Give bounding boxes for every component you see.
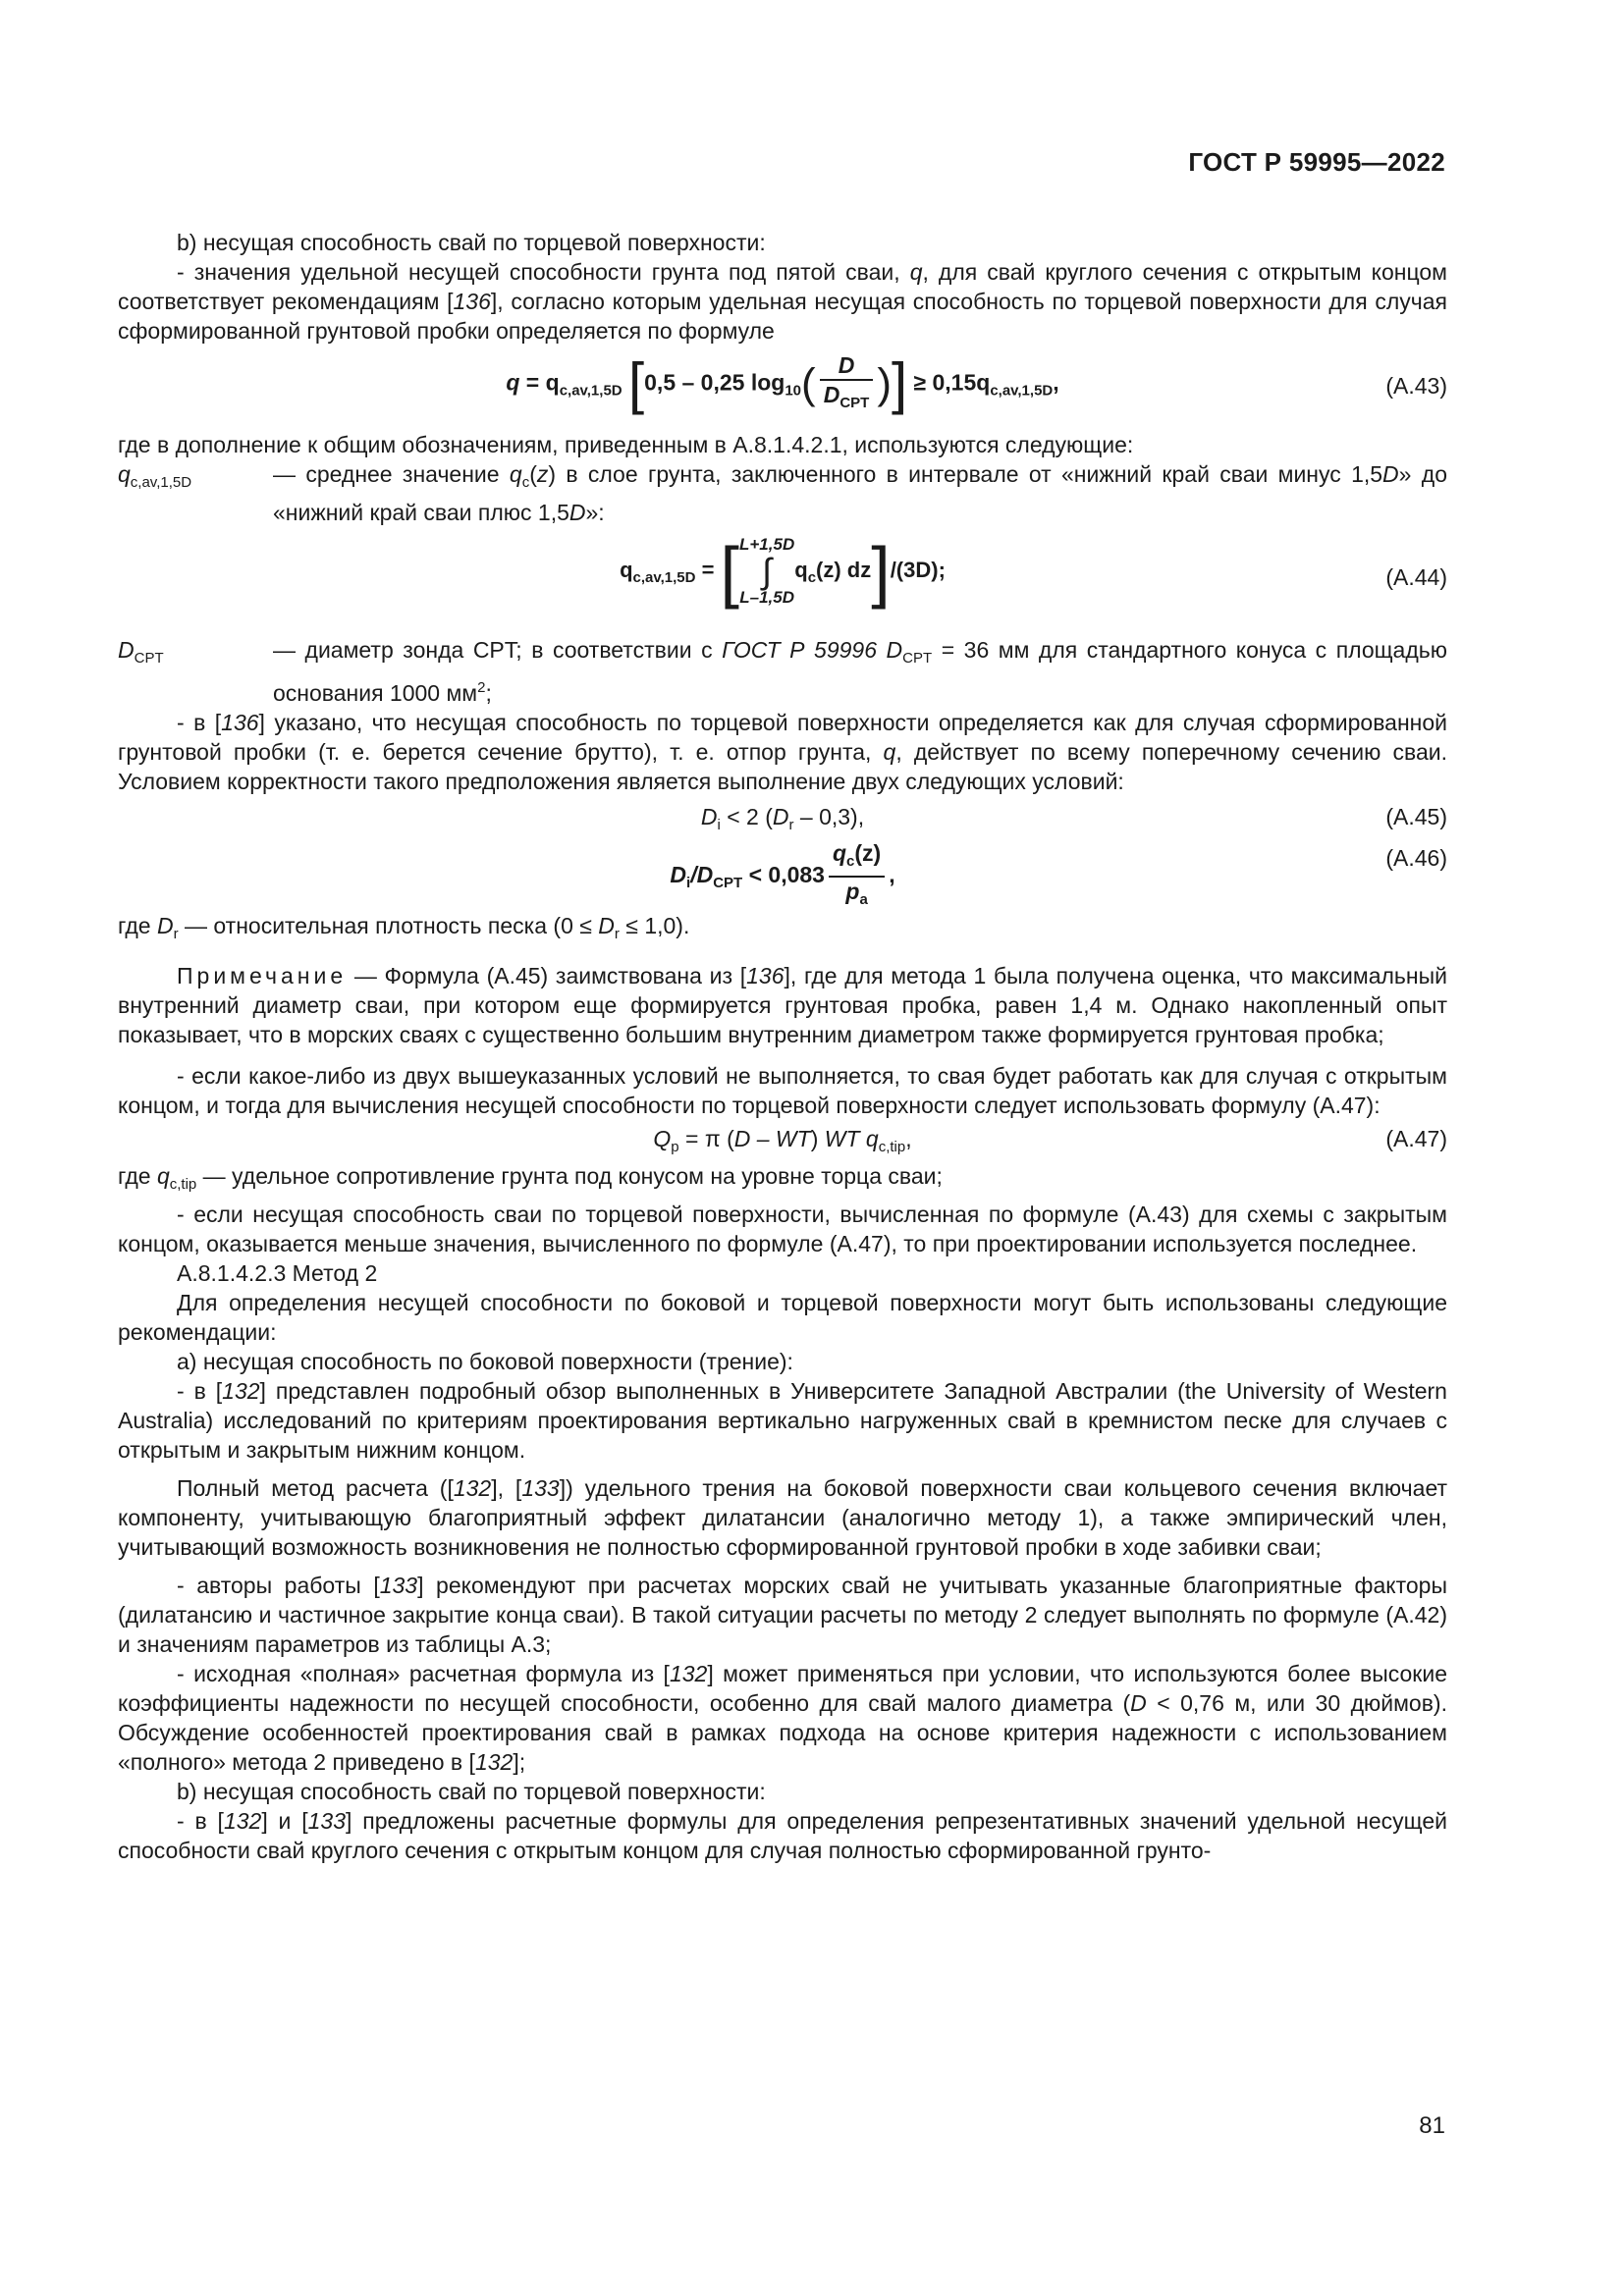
definition-qcav: $q_{c,av,1,5D}$ — среднее значение $q_c(z)$ в слое грунта, заключенного в интервале от «нижний край сваи минус 1,5D» до «нижний край сваи плюс 1,5D»:	[118, 461, 1447, 525]
paragraph: - исходная «полная» расчетная формула из [132] может применяться при условии, что используются более высокие коэффициенты надежности по несущей способности, особенно для свай малого диаметра (D < 0,76 м, или 30 дюймов). Обсуждение особенностей проектирования свай в рамках подхода на основе критерия надежности с использованием «полного» метода 2 приведено в [132];	[118, 1661, 1447, 1775]
paragraph: - в [132] и [133] предложены расчетные формулы для определения репрезентативных значений удельной несущей способности свай круглого сечения с открытым концом для случая полностью сформированной грунто-	[118, 1808, 1447, 1863]
equation-number: (А.43)	[1385, 373, 1447, 399]
paragraph: Полный метод расчета ([132], [133]) удельного трения на боковой поверхности сваи кольцевого сечения включает компоненту, учитывающую благоприятный эффект дилатансии (аналогично методу 1), а также эмпирический член, учитывающий возможность возникновения не полностью сформированной грунтовой пробки в ходе забивки сваи;	[118, 1475, 1448, 1560]
paragraph: где в дополнение к общим обозначениям, приведенным в А.8.1.4.2.1, используются следующие:	[118, 432, 1134, 457]
paragraph: где $D_r$ — относительная плотность песка $(0 \le D_r \le 1,0)$.	[118, 913, 690, 942]
equation-number: (А.46)	[1385, 845, 1447, 871]
equation-number: (А.44)	[1385, 564, 1447, 590]
equation-a47: $Q_p = \pi$ (D – WT) WT $q_{c,tip}$, (А.47)	[653, 1126, 1447, 1155]
note: Примечание — Формула (А.45) заимствована из [136], где для метода 1 была получена оценка, что максимальный внутренний диаметр сваи, при котором еще формируется грунтовая пробка, равен 1,4 м. Однако накопленный опыт показывает, что в морских сваях с существенно большим внутренним диаметром также формируется грунтовая пробка;	[118, 963, 1447, 1047]
definition-dcpt: $D_{CPT}$ — диаметр зонда CPT; в соответствии с ГОСТ Р 59996 $D_{CPT} = 36$ мм для стандартного конуса с площадью основания 1000 $мм^2$;	[118, 637, 1447, 706]
paragraph: - значения удельной несущей способности грунта под пятой сваи, q, для свай круглого сечения с открытым концом соответствует рекомендациям [136], согласно которым удельная несущая способность по торцевой поверхности для случая сформированной грунтовой пробки определяется по формуле	[118, 259, 1448, 344]
equation-a45: $D_i < 2$ $(D_r - 0,3)$, (А.45)	[700, 804, 1447, 833]
paragraph: - в [136] указано, что несущая способность по торцевой поверхности определяется как для случая сформированной грунтовой пробки (т. е. берется сечение брутто), т. е. отпор грунта, q, действует по всему поперечному сечению сваи. Условием корректности такого предположения является выполнение двух следующих условий:	[118, 710, 1447, 794]
document-body	[118, 228, 1447, 1865]
paragraph: - если несущая способность сваи по торцевой поверхности, вычисленная по формуле (А.43) для схемы с закрытым концом, оказывается меньше значения, вычисленного по формуле (А.47), то при проектировании используется последнее.	[118, 1201, 1447, 1256]
paragraph: b) несущая способность свай по торцевой поверхности:	[177, 1779, 766, 1804]
paragraph: - авторы работы [133] рекомендуют при расчетах морских свай не учитывать указанные благоприятные факторы (дилатансию и частичное закрытие конца сваи). В такой ситуации расчеты по методу 2 следует выполнять по формуле (А.42) и значениям параметров из таблицы А.3;	[118, 1573, 1447, 1657]
section-heading: А.8.1.4.2.3 Метод 2	[177, 1260, 378, 1286]
equation-a43: $q = q_{c,av,1,5D}$ [0,5 – 0,25 $\log_{10}$( $\frac{D}{D_{CPT}}$ )] ≥ $0,15q_{c,av,1,5D}$, (А.43)	[506, 351, 1447, 416]
paragraph: b) несущая способность свай по торцевой поверхности:	[177, 230, 766, 255]
paragraph: где $q_{c,tip}$ — удельное сопротивление грунта под конусом на уровне торца сваи;	[118, 1163, 943, 1193]
equation-number: (А.45)	[1385, 804, 1447, 829]
paragraph: - если какое-либо из двух вышеуказанных условий не выполняется, то свая будет работать как для случая с открытым концом, и тогда для вычисления несущей способности по торцевой поверхности следует использовать формулу (А.47):	[118, 1063, 1447, 1118]
equation-a44: $q_{c,av,1,5D}$ = [ L+1,5D ∫ L–1,5D $q_c(z)$ dz]/(3D); (А.44)	[620, 533, 1447, 610]
paragraph: - в [132] представлен подробный обзор выполненных в Университете Западной Австралии (the University of Western Australia) исследований по критериям проектирования вертикально нагруженных свай в кремнистом песке для случаев с открытым и закрытым нижним концом.	[118, 1378, 1447, 1463]
paragraph: a) несущая способность по боковой поверхности (трение):	[177, 1349, 793, 1374]
paragraph: Для определения несущей способности по боковой и торцевой поверхности могут быть использованы следующие рекомендации:	[118, 1290, 1447, 1345]
standard-header: ГОСТ Р 59995—2022	[1188, 147, 1445, 177]
equation-number: (А.47)	[1385, 1126, 1447, 1151]
equation-a46: $D_i/D_{CPT} < 0,083$ $\frac{q_c(z)}{p_a}$ , (А.46)	[670, 840, 1447, 908]
page-number: 81	[1419, 2112, 1445, 2139]
